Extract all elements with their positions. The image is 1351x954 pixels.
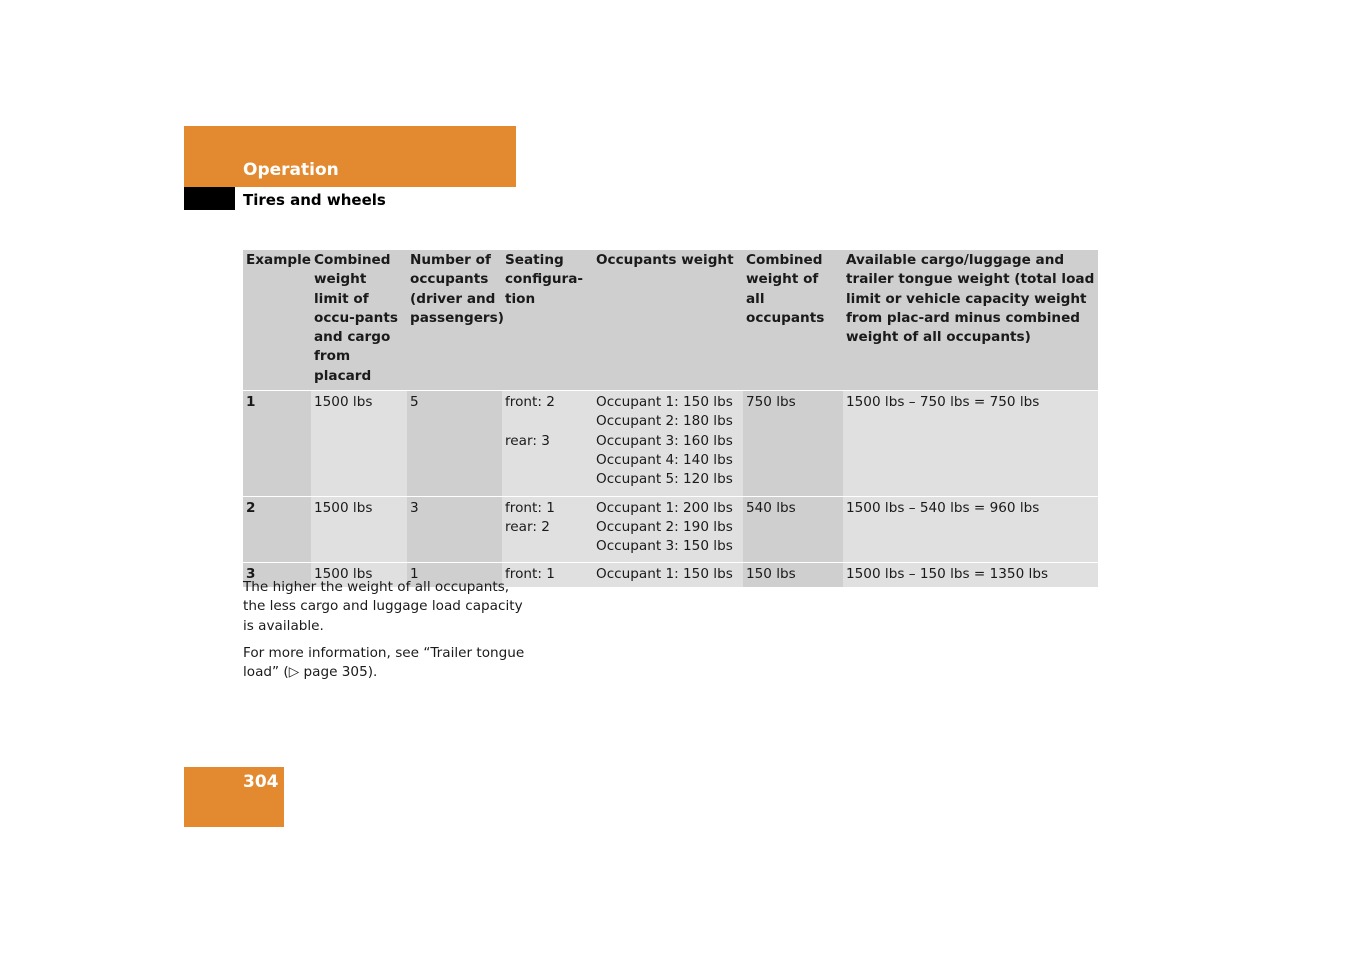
page-number: 304 (243, 772, 279, 792)
header-combined-weight: Combined weight of all occupants (743, 250, 843, 391)
cell-available-cargo: 1500 lbs – 540 lbs = 960 lbs (843, 496, 1098, 563)
cell-occupants-weight (593, 563, 743, 587)
cell-combined-weight: 150 lbs (743, 563, 843, 587)
occupant-weight-line: Occupant 2: 190 lbs (596, 518, 733, 535)
occupant-weight-line: Occupant 4: 140 lbs (596, 451, 733, 468)
cell-combined-weight: 750 lbs (743, 391, 843, 496)
cell-seating (502, 391, 593, 496)
seating-line: front: 2 (505, 394, 555, 411)
occupant-weight-line: Occupant 1: 150 lbs (596, 566, 733, 583)
seating-line: front: 1 (505, 499, 555, 516)
cell-occupants-weight (593, 391, 743, 496)
header-available-cargo: Available cargo/luggage and trailer tongue weight (total load limit or vehicle capacity weight from plac-ard minus combined weight of all occupants) (843, 250, 1098, 391)
body-paragraph-trailer-reference[interactable]: For more information, see “Trailer tongue load” (▷ page 305). (243, 645, 525, 681)
seating-line: rear: 3 (505, 432, 550, 449)
cell-available-cargo: 1500 lbs – 150 lbs = 1350 lbs (843, 563, 1098, 587)
cell-occupants: 1 (407, 563, 502, 587)
table-header-row (243, 250, 1098, 391)
cell-combined-weight: 540 lbs (743, 496, 843, 563)
cell-occupants: 3 (407, 496, 502, 563)
cell-available-cargo: 1500 lbs – 750 lbs = 750 lbs (843, 391, 1098, 496)
header-number-of-occupants: Number of occupants (driver and passengers) (407, 250, 502, 391)
seating-line: rear: 2 (505, 518, 550, 535)
cell-occupants-weight (593, 496, 743, 563)
cell-weight-limit: 1500 lbs (311, 496, 407, 563)
occupant-weight-line: Occupant 3: 150 lbs (596, 538, 733, 555)
load-examples-table (243, 250, 1098, 587)
occupant-weight-line: Occupant 1: 150 lbs (596, 394, 733, 411)
cell-example: 1 (243, 391, 311, 496)
cell-example: 3 (243, 563, 311, 587)
occupant-weight-line: Occupant 1: 200 lbs (596, 499, 733, 516)
section-header-bar (184, 126, 516, 187)
seating-spacer (505, 412, 590, 431)
body-paragraph-occupant-weight: The higher the weight of all occupants, the less cargo and luggage load capacity is available. (243, 579, 523, 634)
occupant-weight-line: Occupant 2: 180 lbs (596, 413, 733, 430)
cell-example: 2 (243, 496, 311, 563)
occupant-weight-line: Occupant 5: 120 lbs (596, 471, 733, 488)
table-row (243, 496, 1098, 563)
table-row (243, 391, 1098, 496)
cell-weight-limit: 1500 lbs (311, 391, 407, 496)
section-title: Operation (243, 160, 339, 180)
header-occupants-weight: Occupants weight (593, 250, 743, 391)
subsection-marker (184, 187, 235, 210)
cell-weight-limit: 1500 lbs (311, 563, 407, 587)
subsection-title: Tires and wheels (243, 191, 386, 209)
occupant-weight-line: Occupant 3: 160 lbs (596, 432, 733, 449)
seating-line: front: 1 (505, 566, 555, 583)
header-weight-limit: Combined weight limit of occu-pants and cargo from placard (311, 250, 407, 391)
header-example: Example (243, 250, 311, 391)
cell-occupants: 5 (407, 391, 502, 496)
cell-seating (502, 496, 593, 563)
header-seating-configuration: Seating configura-tion (502, 250, 593, 391)
